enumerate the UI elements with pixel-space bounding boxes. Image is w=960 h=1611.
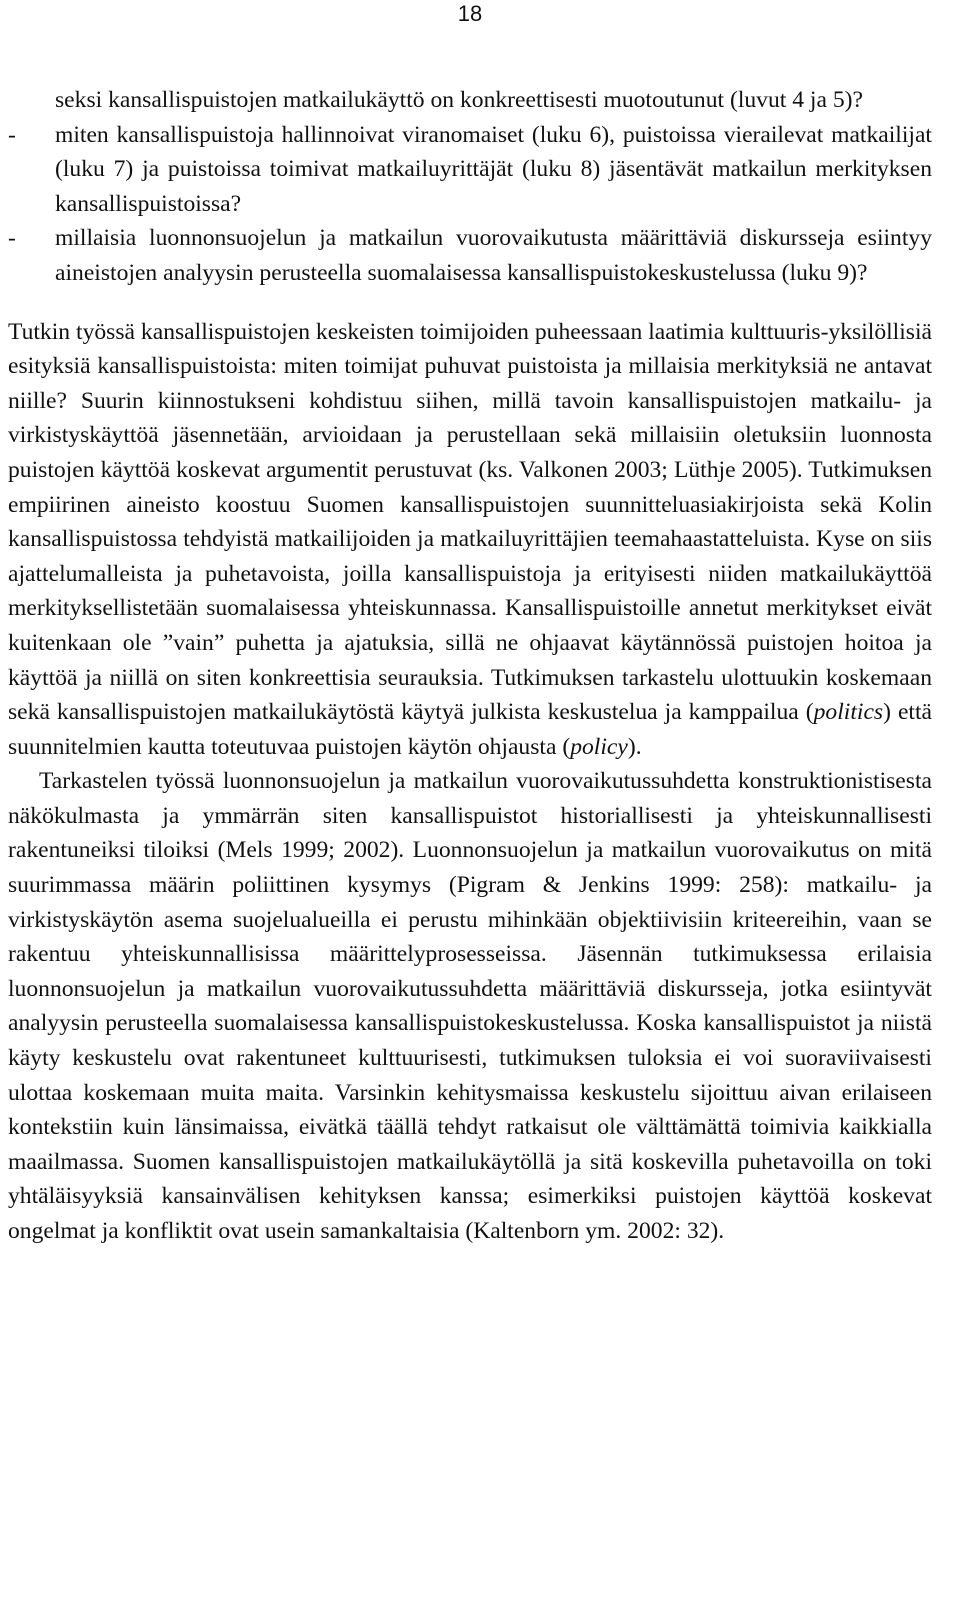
list-dash: - xyxy=(8,225,16,252)
paragraph-research-aim xyxy=(8,315,932,765)
list-item xyxy=(8,118,932,222)
research-question-list xyxy=(8,83,932,291)
list-item xyxy=(8,221,932,290)
list-item-text: millaisia luonnonsuojelun ja matkailun vuorovaikutusta määrittäviä diskursseja esiintyy aineistojen analyysin perusteella suomalaisessa kansallispuistokeskustelussa (luku 9)? xyxy=(55,225,932,286)
list-dash: - xyxy=(8,121,16,148)
list-item xyxy=(8,83,932,118)
paragraph-text: ). xyxy=(627,733,642,760)
page-body xyxy=(8,83,932,1249)
paragraph-text: Tutkin työssä kansallispuistojen keskeisten toimijoiden puheessaan laatimia kulttuuris-yksilöllisiä esityksiä kansallispuistoista: miten toimijat puhuvat puistoista ja millaisia merkityksiä ne antavat niille? Suurin kiinnostukseni kohdistuu siihen, millä tavoin kansallispuistojen matkailu- ja virkistyskäyttöä jäsennetään, arvioidaan ja perustellaan sekä millaisiin oletuksiin luonnosta puistojen käyttöä koskevat argumentit perustuvat (ks. Valkonen 2003; Lüthje 2005). Tutkimuksen empiirinen aineisto koostuu Suomen kansallispuistojen suunnitteluasiakirjoista sekä Kolin kansallispuistossa tehdyistä matkailijoiden ja matkailuyrittäjien teemahaastatteluista. Kyse on siis ajattelumalleista ja puhetavoista, joilla kansallispuistoja ja erityisesti niiden matkailukäyttöä merkityksellistetään suomalaisessa yhteiskunnassa. Kansallispuistoille annetut merkitykset eivät kuitenkaan ole ”vain” puhetta ja ajatuksia, sillä ne ohjaavat käytännössä puistojen hoitoa ja käyttöä ja niillä on siten konkreettisia seurauksia. Tutkimuksen tarkastelu ulottuukin koskemaan sekä kansallispuistojen matkailukäytöstä käytyä julkista keskustelua ja kamppailua ( xyxy=(8,318,932,726)
paragraph-text: ) että suunnitelmien kautta toteutuvaa puistojen käytön ohjausta ( xyxy=(8,699,933,760)
paragraph-approach: Tarkastelen työssä luonnonsuojelun ja matkailun vuorovaikutussuhdetta konstruktionistisesta näkökulmasta ja ymmärrän siten kansallispuistot historiallisesti ja yhteiskunnallisesti rakentuneiksi tiloiksi (Mels 1999; 2002). Luonnonsuojelun ja matkailun vuorovaikutus on mitä suurimmassa määrin poliittinen kysymys (Pigram & Jenkins 1999: 258): matkailu- ja virkistyskäytön asema suojelualueilla ei perustu mihinkään objektiivisiin kriteereihin, vaan se rakentuu yhteiskunnallisissa määrittelyprosesseissa. Jäsennän tutkimuksessa erilaisia luonnonsuojelun ja matkailun vuorovaikutussuhdetta määrittäviä diskursseja, jotka esiintyvät analyysin perusteella suomalaisessa kansallispuistokeskustelussa. Koska kansallispuistot ja niistä käyty keskustelu ovat rakentuneet kulttuurisesti, tutkimuksen tuloksia ei voi suoraviivaisesti ulottaa koskemaan muita maita. Varsinkin kehitysmaissa keskustelu sijoittuu aivan erilaiseen kontekstiin kuin länsimaissa, eivätkä täällä tehdyt ratkaisut ole välttämättä toimivia kaikkialla maailmassa. Suomen kansallispuistojen matkailukäytöllä ja sitä koskevilla puhetavoilla on toki yhtäläisyyksiä kansainvälisen kehityksen kanssa; esimerkiksi puistojen käyttöä koskevat ongelmat ja konfliktit ovat usein samankaltaisia (Kaltenborn ym. 2002: 32). xyxy=(8,768,932,1244)
list-item-text: miten kansallispuistoja hallinnoivat viranomaiset (luku 6), puistoissa vierailevat matkailijat (luku 7) ja puistoissa toimivat matkailuyrittäjät (luku 8) jäsentävät matkailun merkityksen kansallispuistoissa? xyxy=(55,121,932,217)
term-politics: politics xyxy=(813,699,884,726)
list-item-text: seksi kansallispuistojen matkailukäyttö on konkreettisesti muotoutunut (luvut 4 ja 5)? xyxy=(55,87,863,113)
page-number: 18 xyxy=(457,1,483,26)
term-policy: policy xyxy=(570,733,628,760)
